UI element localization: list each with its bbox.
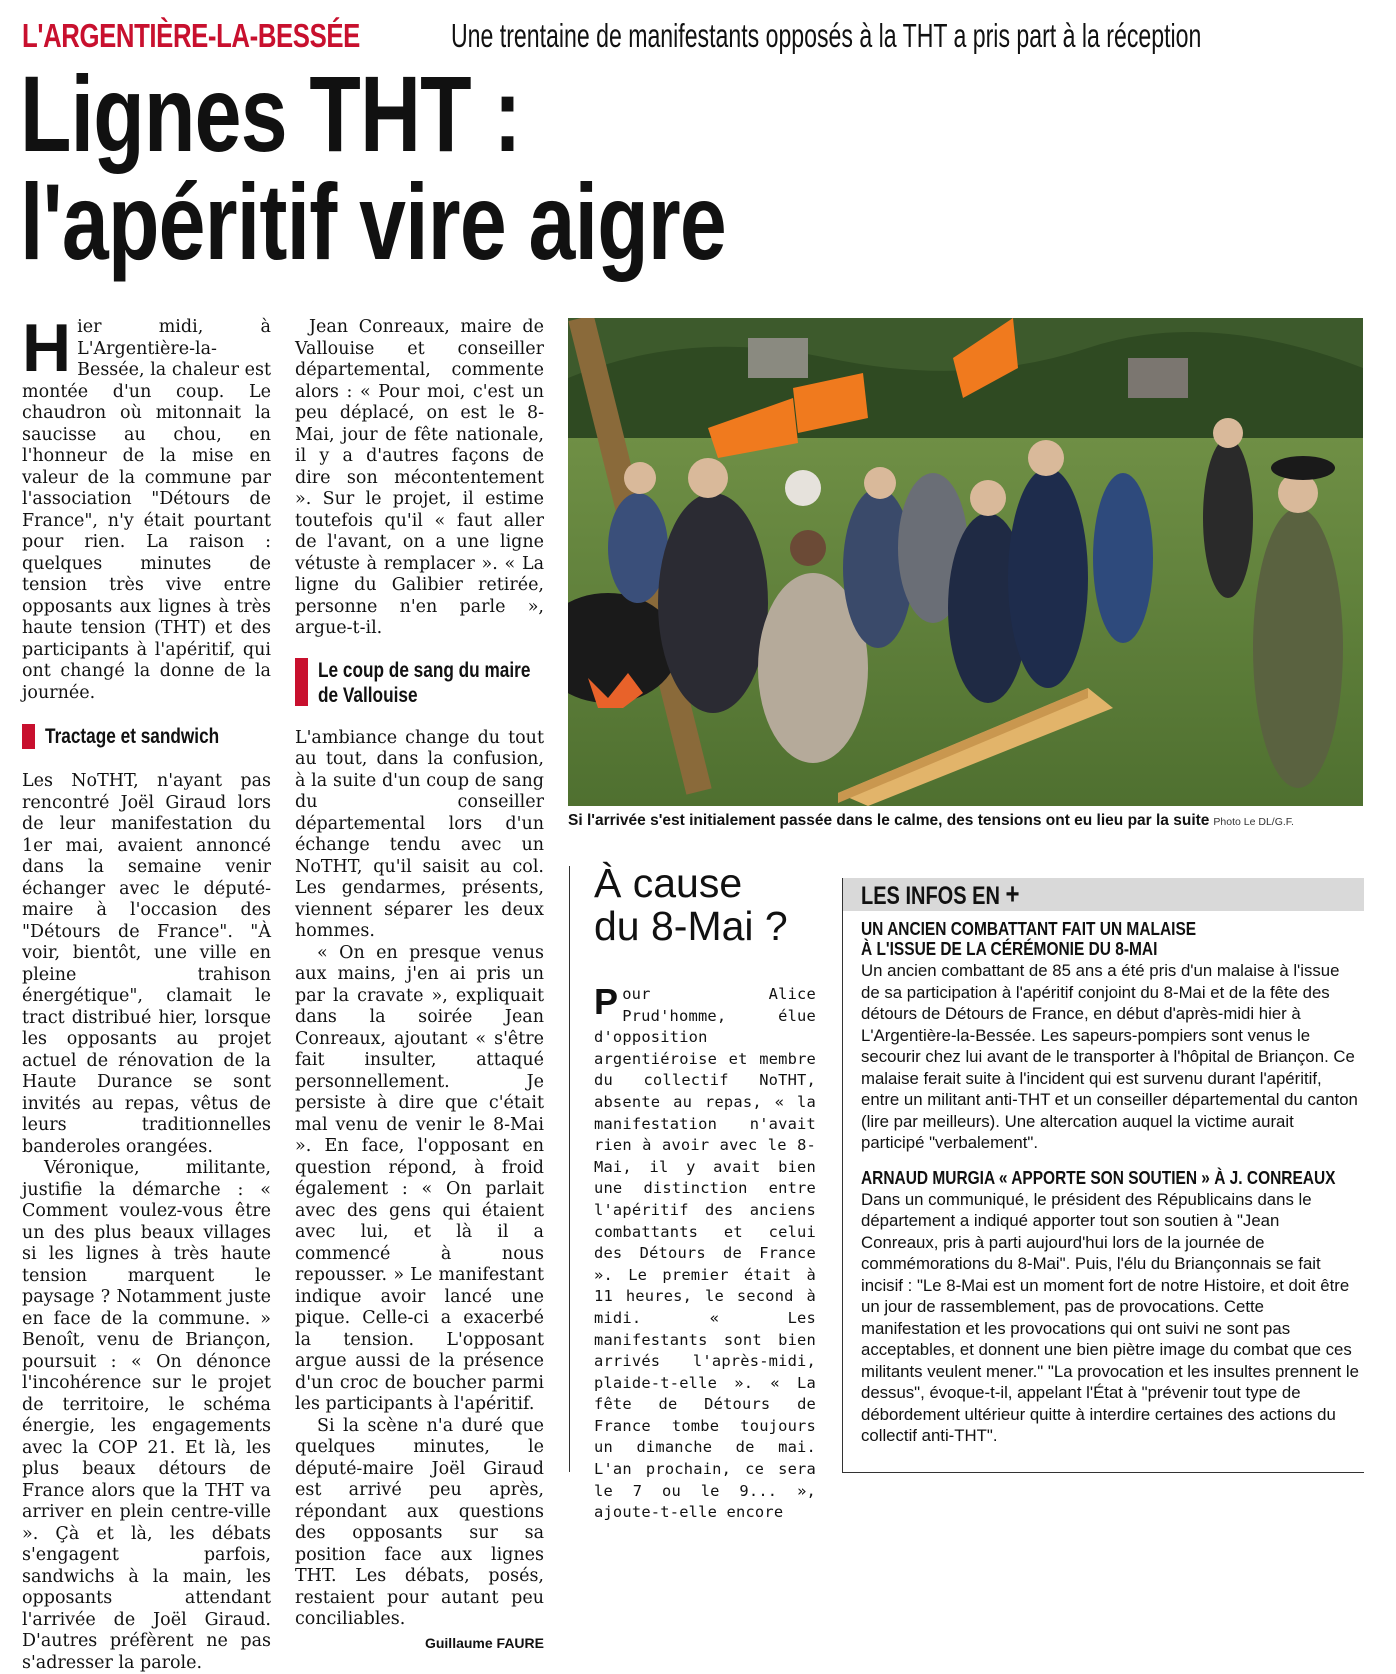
kicker xyxy=(22,14,1372,58)
lead-paragraph: Hier midi, à L'Argentière-la-Bessée, la chaleur est montée d'un coup. Le chaudron où mitonnait la saucisse au chou, en l'honneur de la mise en valeur de la commune par l'association "Détours de France", n'y était pourtant pour rien. La raison : quelques minutes de tension très vive entre opposants aux lignes à très haute tension (THT) et des participants à l'apéritif, qui ont changé la donne de la journée. xyxy=(22,310,271,703)
sidebar-body: Pour Alice Prud'homme, élue d'opposition argentiéroise et membre du collectif NoTHT, absente au repas, « la manifestation n'avait rien à avoir avec le 8-Mai, il y avait bien une distinction entre l'apéritif des anciens combattants et celui des Détours de France ». Le premier était à 11 heures, le second à midi. « Les manifestants sont bien arrivés l'après-midi, plaide-t-elle ». « La fête de Détours de France tombe toujours un dimanche de mai. L'an prochain, ce sera le 7 ou le 9... », ajoute-t-elle encore xyxy=(594,981,816,1522)
plus-icon: + xyxy=(1005,877,1020,911)
paragraph: L'ambiance change du tout au tout, dans la confusion, à la suite d'un coup de sang du conseiller départemental lors d'un échange tendu avec un NoTHT, qu'il saisit au col. Les gendarmes, présents, viennent séparer les deux hommes. xyxy=(295,727,544,941)
byline: Guillaume FAURE xyxy=(424,1634,544,1651)
paragraph: Si la scène n'a duré que quelques minutes, le député-maire Joël Giraud est arrivé peu après, répondant aux questions des opposants sur sa position face aux lignes THT. Les débats, posés, restaient pour autant peu conciliables. xyxy=(295,1415,544,1629)
paragraph: Véronique, militante, justifie la démarche : « Comment voulez-vous être un des plus beaux villages si les lignes à très haute tension marquent le paysage ? Notamment juste en face de la commune. » Benoît, venu de Briançon, poursuit : « On dénonce l'incohérence sur le projet de territoire, le schéma énergie, les engagements avec la COP 21. Et là, les plus beaux détours de France alors que la THT va arriver en plein centre-ville ». Çà et là, les débats s'engagent parfois, sandwichs à la main, les opposants attendant l'arrivée de Joël Giraud. D'autres préfèrent ne pas s'adresser la parole. xyxy=(22,1158,271,1673)
subhead-marker xyxy=(295,658,308,706)
crowd-scene-illustration xyxy=(568,318,1363,806)
info-item-malaise: UN ANCIEN COMBATTANT FAIT UN MALAISE À L'ISSUE DE LA CÉRÉMONIE DU 8-MAI Un ancien combattant de 85 ans a été pris d'un malaise à l'issue de sa participation à l'apéritif conjoint du 8-Mai et de la fête des détours de Détours de France, en début d'après-midi hier à L'Argentière-la-Bessée. Les sapeurs-pompiers sont venus le secourir chez lui avant de le transporter à l'hôpital de Briançon. Ce malaise ferait suite à l'incident qui est survenu durant l'apéritif, entre un militant anti-THT et un conseiller départemental du canton (lire par meilleurs). Une altercation auquel la victime aurait participé "verbalement". xyxy=(861,919,1358,1152)
article-column-2 xyxy=(295,317,544,1654)
paragraph: Jean Conreaux, maire de Vallouise et conseiller départemental, commente alors : « Pour moi, c'est un peu déplacé, on est le 8-Mai, jour de fête nationale, il y a d'autres façons de dire son mécontentement ». Sur le projet, il estime toutefois qu'il « faut aller de l'avant, on a une ligne vétuste à remplacer ». « La ligne du Galibier retirée, personne n'en parle », argue-t-il. xyxy=(295,317,544,638)
headline-line-1: Lignes THT : xyxy=(20,53,521,174)
infos-box xyxy=(842,878,1364,1473)
kicker-deck: Une trentaine de manifestants opposés à la THT a pris part à la réception xyxy=(451,17,1202,54)
article-column-1 xyxy=(22,310,271,1674)
column-divider xyxy=(569,866,570,1472)
paragraph: Les NoTHT, n'ayant pas rencontré Joël Giraud lors de leur manifestation du 1er mai, avaient annoncé dans la semaine venir échanger avec le député-maire à l'occasion des "Détours de France". "À voir, bientôt, une ville en pleine trahison énergétique", clamait le tract distribué hier, lorsque les opposants au projet actuel de rénovation de la Haute Durance se sont invités au repas, vêtus de leurs traditionnelles banderoles orangées. xyxy=(22,771,271,1157)
photo-caption: Si l'arrivée s'est initialement passée dans le calme, des tensions ont eu lieu par la suite Photo Le DL/G.F. xyxy=(568,812,1294,829)
sidebar-title: À cause du 8-Mai ? xyxy=(594,860,788,949)
infos-heading: LES INFOS EN + xyxy=(843,878,1364,911)
news-photo xyxy=(568,318,1363,806)
photo-credit: Photo Le DL/G.F. xyxy=(1213,816,1294,828)
subhead-marker xyxy=(22,724,35,749)
subhead-tractage: Tractage et sandwich xyxy=(22,724,271,749)
paragraph: « On en presque venus aux mains, j'en ai pris un par la cravate », expliquait dans la soirée Jean Conreaux, ajoutant « s'être fait insulter, attaqué personnellement. Je persiste à dire que c'était mal venu de venir le 8-Mai ». En face, l'opposant en question répond, à froid également : « On parlait avec des gens qui étaient avec lui, et là il a commencé à nous repousser. » Le manifestant indique avoir lancé une pique. Celle-ci a exacerbé la tension. L'opposant argue aussi de la présence d'un croc de boucher parmi les participants à l'apéritif. xyxy=(295,942,544,1414)
drop-cap: H xyxy=(22,310,72,386)
headline xyxy=(20,53,726,282)
headline-line-2: l'apéritif vire aigre xyxy=(20,161,726,282)
kicker-place: L'ARGENTIÈRE-LA-BESSÉE xyxy=(22,17,360,54)
subhead-coup-de-sang: Le coup de sang du maire de Vallouise xyxy=(295,658,544,708)
info-item-murgia: ARNAUD MURGIA « APPORTE SON SOUTIEN » À J. CONREAUX Dans un communiqué, le président des Républicains dans le département a indiqué apporter tout son soutien à "Jean Conreaux, pris à parti aujourd'hui lors de la journée de commémorations du 8-Mai". Puis, l'élu du Briançonnais se fait incisif : "Le 8-Mai est un moment fort de notre Histoire, et doit être un jour de rassemblement, pas de provocations. Cette manifestation et les provocations qui ont suivi ne sont pas acceptables, et donnent une bien piètre image du combat que ces militants veulent mener." "La provocation et les insultes prennent le dessus", évoque-t-il, appelant l'État à "prévenir tout type de débordement ultérieur quitte à interdire certaines des actions du collectif anti-THT". xyxy=(861,1167,1359,1445)
sidebar-drop-cap: P xyxy=(594,981,619,1022)
